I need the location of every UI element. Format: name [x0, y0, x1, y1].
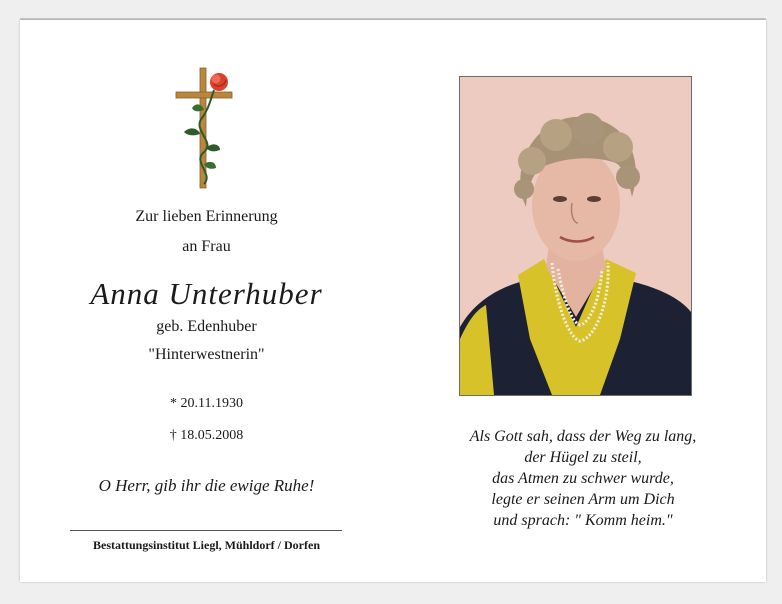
- intro-line-1: Zur lieben Erinnerung: [135, 208, 278, 225]
- memorial-card: [20, 20, 766, 582]
- divider-line: [70, 530, 342, 531]
- death-date: † 18.05.2008: [169, 428, 244, 443]
- deceased-name: Anna Unterhuber: [90, 276, 323, 311]
- card-left-panel: [20, 20, 393, 582]
- poem-line: Als Gott sah, dass der Weg zu lang,: [469, 428, 697, 445]
- cross-rose-icon: [170, 66, 240, 190]
- poem-line: das Atmen zu schwer wurde,: [492, 470, 674, 487]
- poem-line: legte er seinen Arm um Dich: [491, 491, 675, 508]
- prayer-text: O Herr, gib ihr die ewige Ruhe!: [98, 476, 315, 495]
- birth-date: * 20.11.1930: [170, 396, 243, 411]
- funeral-home-label: Bestattungsinstitut Liegl, Mühldorf / Dorfen: [92, 538, 320, 552]
- house-name: "Hinterwestnerin": [148, 346, 265, 363]
- portrait-image: [460, 77, 691, 395]
- poem-line: und sprach: " Komm heim.": [493, 512, 673, 529]
- intro-line-2: an Frau: [182, 238, 231, 255]
- portrait-photo: [459, 76, 692, 396]
- poem-line: der Hügel zu steil,: [524, 449, 642, 466]
- poem-block: [413, 426, 753, 531]
- maiden-name: geb. Edenhuber: [156, 318, 257, 335]
